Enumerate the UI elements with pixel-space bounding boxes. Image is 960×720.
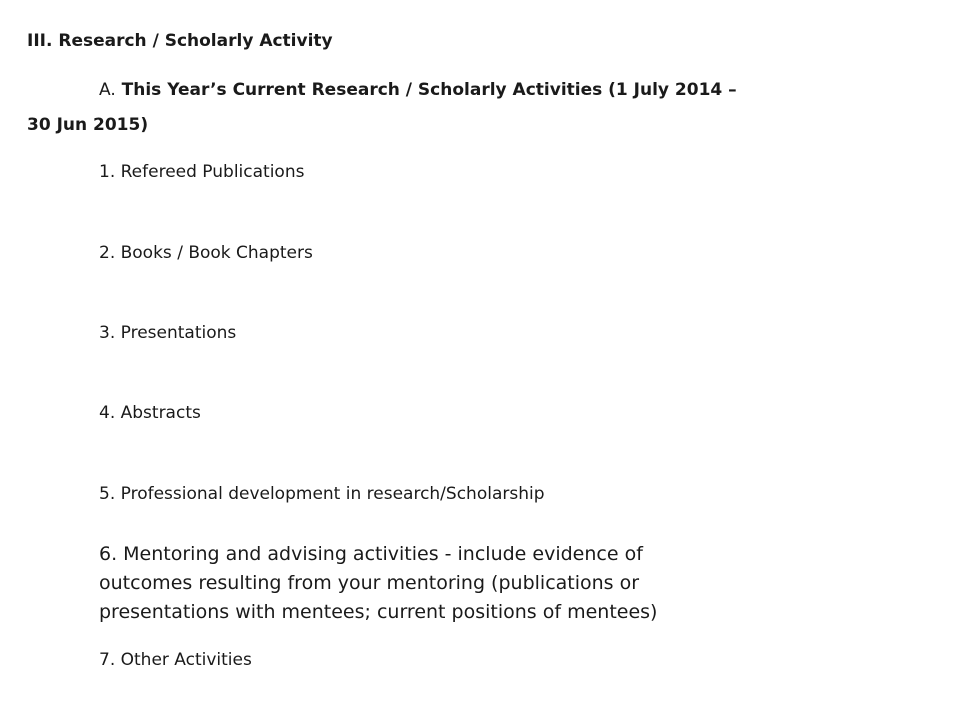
subsection-title-text: This Year’s Current Research / Scholarly Activities (1 July 2014 – [121,80,737,100]
section-heading: III. Research / Scholarly Activity [27,31,333,51]
list-item-books: 2. Books / Book Chapters [99,243,313,263]
list-item-professional-development: 5. Professional development in research/Scholarship [99,484,545,504]
list-item-mentoring: 6. Mentoring and advising activities - include evidence of outcomes resulting from your mentoring (publications or presentations with mentees; current positions of mentees) [99,543,658,623]
list-item-refereed-publications: 1. Refereed Publications [99,162,305,182]
list-item-other-activities: 7. Other Activities [99,650,252,670]
list-item-abstracts: 4. Abstracts [99,403,201,423]
subsection-label: A. [99,80,116,100]
subsection-title-line2: 30 Jun 2015) [27,115,149,135]
list-item-presentations: 3. Presentations [99,323,237,343]
subsection-title-line1 [99,82,737,99]
